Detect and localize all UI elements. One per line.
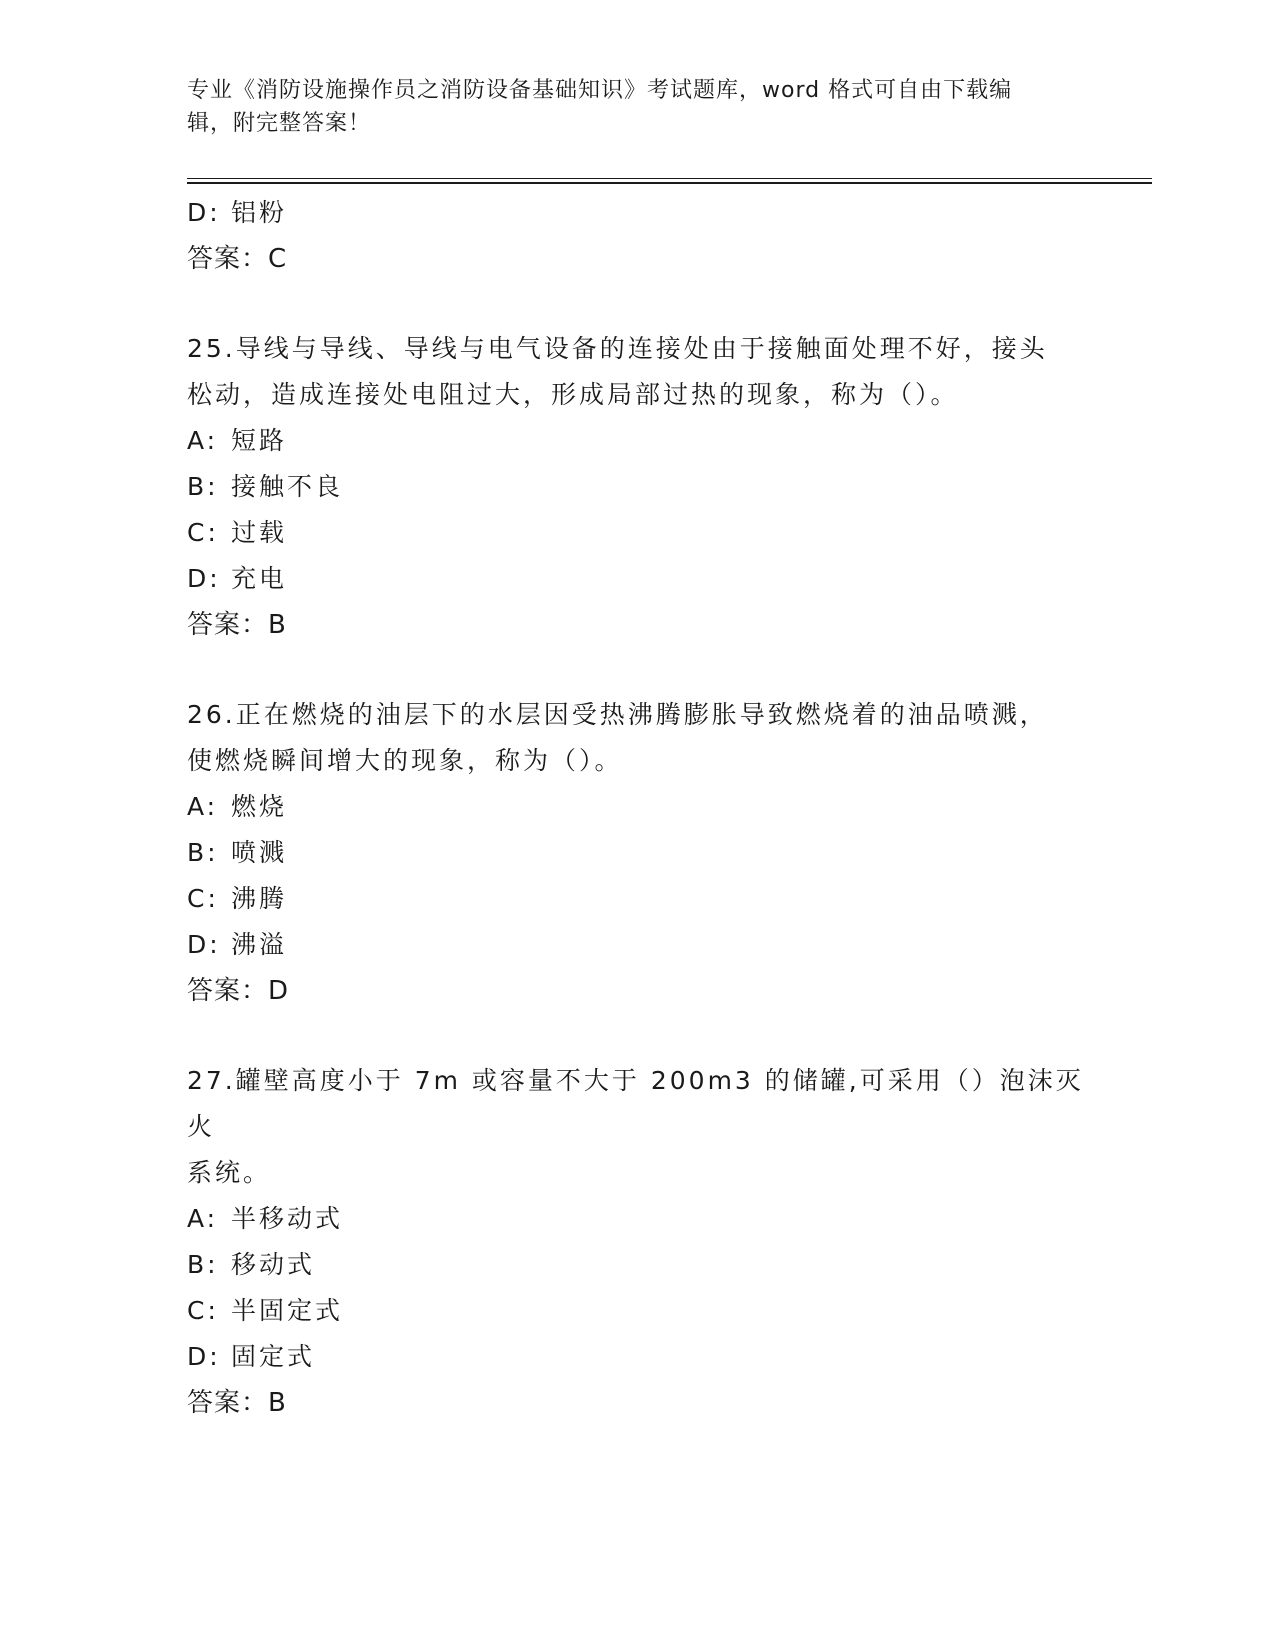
option-key: B: [187, 1250, 219, 1279]
question-stem-line-1: 26.正在燃烧的油层下的水层因受热沸腾膨胀导致燃烧着的油品喷溅， [187, 700, 1048, 729]
prev-option-d [187, 190, 1087, 236]
option-d [187, 556, 1087, 602]
header-line-1: 专业《消防设施操作员之消防设备基础知识》考试题库，word 格式可自由下载编 [187, 78, 1013, 103]
question-27 [187, 1058, 1087, 1426]
question-26 [187, 692, 1087, 1014]
option-key: A: [187, 792, 219, 821]
option-b [187, 1242, 1087, 1288]
option-key: A: [187, 426, 219, 455]
option-text: 短路 [231, 426, 288, 455]
question-stem-line-2: 系统。 [187, 1158, 272, 1187]
option-a [187, 418, 1087, 464]
option-text: 半固定式 [231, 1296, 344, 1325]
header-divider-thick [187, 182, 1152, 184]
question-25 [187, 326, 1087, 648]
option-text: 半移动式 [231, 1204, 344, 1233]
option-text: 固定式 [231, 1342, 316, 1371]
option-key: C: [187, 518, 219, 547]
question-content [187, 190, 1087, 1426]
document-header [187, 74, 1067, 140]
option-text: 沸溢 [231, 930, 288, 959]
option-key: C: [187, 1296, 219, 1325]
option-text: 沸腾 [231, 884, 288, 913]
option-b [187, 464, 1087, 510]
option-text: 喷溅 [231, 838, 288, 867]
option-a [187, 784, 1087, 830]
option-c [187, 510, 1087, 556]
option-key: D: [187, 198, 221, 227]
answer: 答案：B [187, 610, 287, 640]
question-stem-line-2: 松动，造成连接处电阻过大，形成局部过热的现象，称为（）。 [187, 380, 959, 409]
option-a [187, 1196, 1087, 1242]
option-text: 充电 [231, 564, 288, 593]
header-divider-thin [187, 178, 1152, 179]
option-text: 过载 [231, 518, 288, 547]
option-text: 接触不良 [231, 472, 344, 501]
answer: 答案：B [187, 1388, 287, 1418]
option-text: 燃烧 [231, 792, 288, 821]
option-c [187, 876, 1087, 922]
question-stem-line-1: 25.导线与导线、导线与电气设备的连接处由于接触面处理不好，接头 [187, 334, 1048, 363]
header-line-2: 辑，附完整答案！ [187, 111, 372, 136]
option-key: B: [187, 838, 219, 867]
option-key: D: [187, 1342, 221, 1371]
question-stem-line-2: 使燃烧瞬间增大的现象，称为（）。 [187, 746, 623, 775]
option-text: 铝粉 [231, 198, 288, 227]
prev-answer: 答案：C [187, 244, 288, 274]
option-d [187, 922, 1087, 968]
option-c [187, 1288, 1087, 1334]
option-key: D: [187, 930, 221, 959]
option-text: 移动式 [231, 1250, 316, 1279]
question-stem-line-1: 27.罐壁高度小于 7m 或容量不大于 200m3 的储罐,可采用（）泡沫灭火 [187, 1066, 1084, 1141]
option-key: B: [187, 472, 219, 501]
option-b [187, 830, 1087, 876]
option-key: C: [187, 884, 219, 913]
answer: 答案：D [187, 976, 290, 1006]
option-key: D: [187, 564, 221, 593]
option-key: A: [187, 1204, 219, 1233]
option-d [187, 1334, 1087, 1380]
